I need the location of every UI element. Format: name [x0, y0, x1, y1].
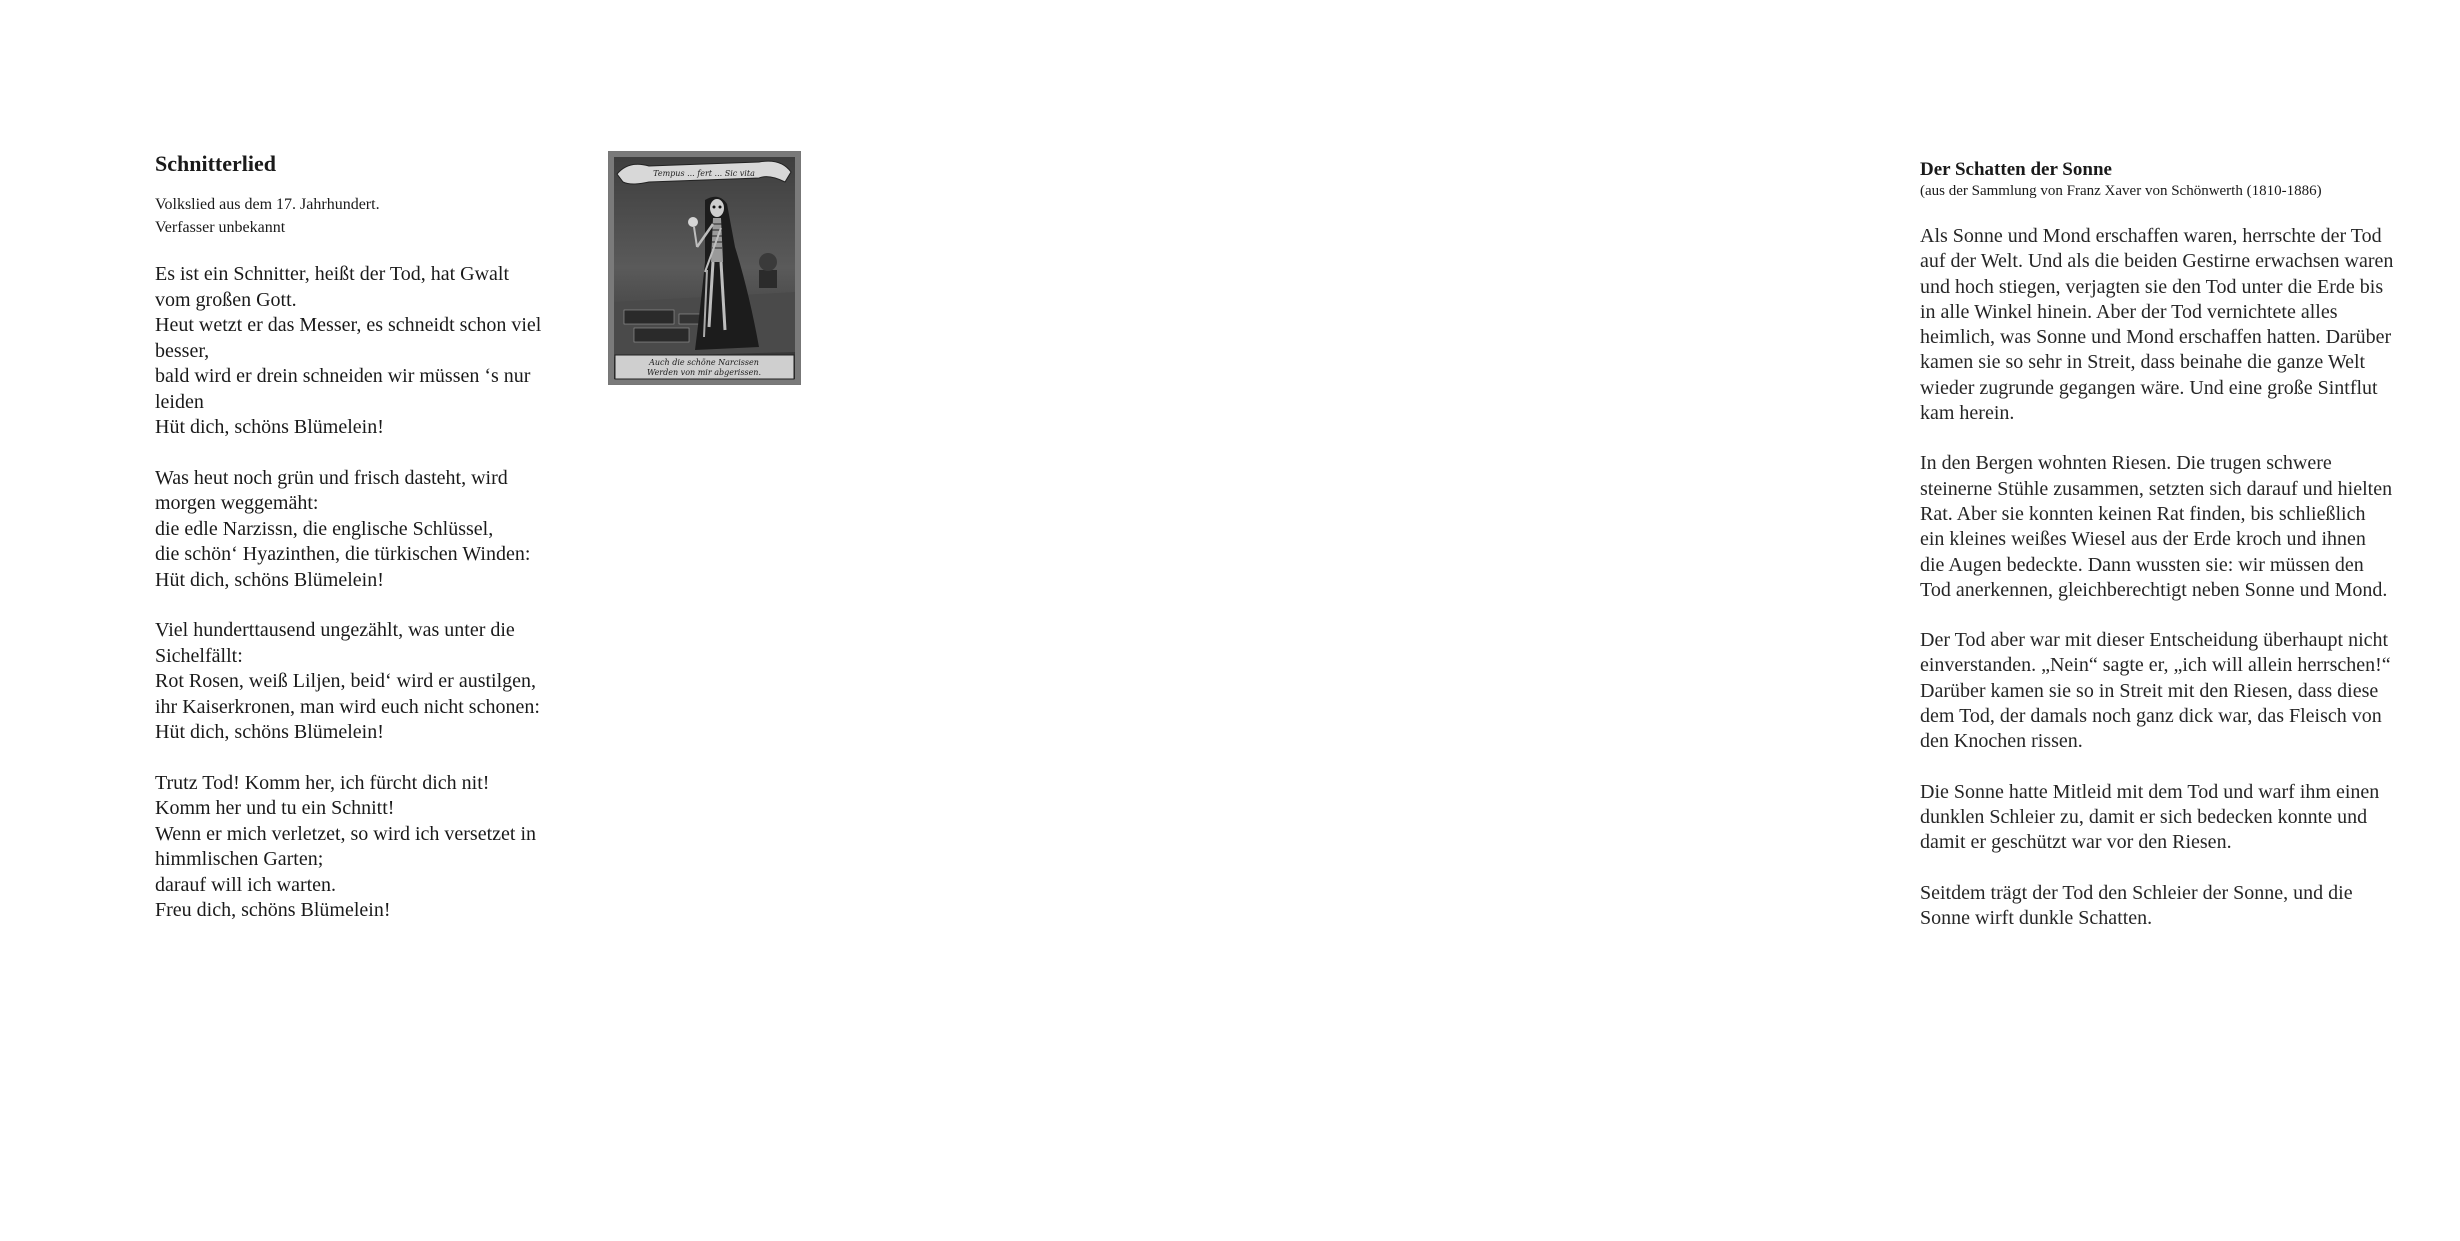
poem-subtitle-line: Verfasser unbekannt	[155, 219, 286, 236]
text-line: Der Tod aber war mit dieser Entscheidung überhaupt nicht	[1920, 629, 2389, 652]
death-engraving-image	[608, 151, 801, 385]
text-line: einverstanden. „Nein“ sagte er, „ich will allein herrschen!“	[1920, 654, 2391, 677]
text-line: wieder zugrunde gegangen wäre. Und eine große Sintflut	[1920, 376, 2378, 399]
text-line: den Knochen rissen.	[1920, 730, 2083, 753]
verse-line: leiden	[155, 390, 204, 413]
verse-line: die schön‘ Hyazinthen, die türkischen Winden:	[155, 543, 531, 565]
banner-text	[653, 169, 755, 178]
text-line: heimlich, was Sonne und Mond erschaffen hatten. Darüber	[1920, 326, 2392, 349]
svg-text:Tempus ... fert ... Sic vita: Tempus ... fert ... Sic vita	[653, 169, 755, 178]
stanza-3	[155, 618, 605, 746]
text-line: In den Bergen wohnten Riesen. Die trugen schwere	[1920, 452, 2332, 475]
text-line: dunklen Schleier zu, damit er sich bedecken konnte und	[1920, 805, 2368, 828]
verse-line: Viel hunderttausend ungezählt, was unter die	[155, 619, 515, 641]
text-line: steinerne Stühle zusammen, setzten sich darauf und hielten	[1920, 477, 2393, 500]
verse-line: Komm her und tu ein Schnitt!	[155, 797, 395, 819]
text-line: Darüber kamen sie so in Streit mit den Riesen, dass diese	[1920, 679, 2379, 702]
text-line: auf der Welt. Und als die beiden Gestirne erwachsen waren	[1920, 250, 2394, 273]
verse-line: ihr Kaiserkronen, man wird euch nicht schonen:	[155, 695, 540, 718]
verse-line: Rot Rosen, weiß Liljen, beid‘ wird er austilgen,	[155, 670, 537, 692]
verse-line: besser,	[155, 339, 210, 362]
text-line: damit er geschützt war vor den Riesen.	[1920, 831, 2232, 854]
paragraph-2	[1920, 451, 2460, 603]
text-line: Rat. Aber sie konnten keinen Rat finden, bis schließlich	[1920, 502, 2366, 525]
refrain-line: Hüt dich, schöns Blümelein!	[155, 568, 384, 591]
text-line: kam herein.	[1920, 402, 2015, 425]
text-line: kamen sie so sehr in Streit, dass beinahe die ganze Welt	[1920, 351, 2366, 374]
verse-line: himmlischen Garten;	[155, 848, 324, 870]
paragraph-1	[1920, 224, 2460, 426]
verse-line: Wenn er mich verletzet, so wird ich versetzet in	[155, 822, 537, 845]
verse-line: Trutz Tod! Komm her, ich fürcht dich nit!	[155, 771, 490, 794]
paragraph-3	[1920, 628, 2460, 754]
stanza-4	[155, 771, 605, 924]
story-column	[1920, 158, 2460, 931]
verse-line: Was heut noch grün und frisch dasteht, wird	[155, 466, 508, 489]
poem-body	[155, 262, 605, 924]
story-title: Der Schatten der Sonne	[1920, 159, 2112, 180]
engraving-picture	[609, 152, 800, 384]
right-page	[877, 0, 2394, 1241]
refrain-line: Hüt dich, schöns Blümelein!	[155, 416, 384, 438]
poem-title: Schnitterlied	[155, 151, 276, 176]
poem-subtitle	[155, 193, 605, 239]
refrain-line: Hüt dich, schöns Blümelein!	[155, 721, 384, 743]
text-line: und hoch stiegen, verjagten sie den Tod unter die Erde bis	[1920, 275, 2384, 298]
stanza-1	[155, 262, 605, 441]
verse-line: vom großen Gott.	[155, 288, 297, 311]
text-line: in alle Winkel hinein. Aber der Tod vernichtete alles	[1920, 300, 2338, 323]
verse-line: Sichelfällt:	[155, 644, 243, 667]
text-line: Die Sonne hatte Mitleid mit dem Tod und warf ihm einen	[1920, 780, 2380, 803]
verse-line: Heut wetzt er das Messer, es schneidt schon viel	[155, 314, 542, 336]
engraving-caption	[647, 358, 761, 377]
text-line: Seitdem trägt der Tod den Schleier der Sonne, und die	[1920, 881, 2353, 904]
verse-line: morgen weggemäht:	[155, 492, 319, 514]
text-line: die Augen bedeckte. Dann wussten sie: wir müssen den	[1920, 553, 2364, 576]
text-line: Tod anerkennen, gleichberechtigt neben Sonne und Mond.	[1920, 578, 2388, 601]
text-line: Sonne wirft dunkle Schatten.	[1920, 906, 2153, 929]
paragraph-4	[1920, 780, 2460, 856]
svg-text:Auch die schöne Narcissen: Auch die schöne Narcissen	[649, 358, 759, 367]
verse-line: Es ist ein Schnitter, heißt der Tod, hat Gwalt	[155, 263, 510, 285]
verse-line: bald wird er drein schneiden wir müssen ‘s nur	[155, 365, 531, 387]
verse-line: darauf will ich warten.	[155, 873, 337, 896]
poem-subtitle-line: Volkslied aus dem 17. Jahrhundert.	[155, 196, 380, 213]
paragraph-5	[1920, 881, 2460, 932]
stanza-2	[155, 466, 605, 594]
text-line: ein kleines weißes Wiesel aus der Erde kroch und ihnen	[1920, 528, 2366, 551]
text-line: Als Sonne und Mond erschaffen waren, herrschte der Tod	[1920, 225, 2382, 247]
svg-text:Werden von mir abgerissen.: Werden von mir abgerissen.	[647, 368, 761, 377]
refrain-line: Freu dich, schöns Blümelein!	[155, 899, 391, 921]
left-page	[0, 0, 877, 1241]
text-line: dem Tod, der damals noch ganz dick war, das Fleisch von	[1920, 705, 2382, 728]
verse-line: die edle Narzissn, die englische Schlüssel,	[155, 517, 494, 540]
story-body	[1920, 224, 2460, 931]
story-source: (aus der Sammlung von Franz Xaver von Schönwerth (1810-1886)	[1920, 183, 2322, 199]
poem-column	[155, 150, 605, 924]
